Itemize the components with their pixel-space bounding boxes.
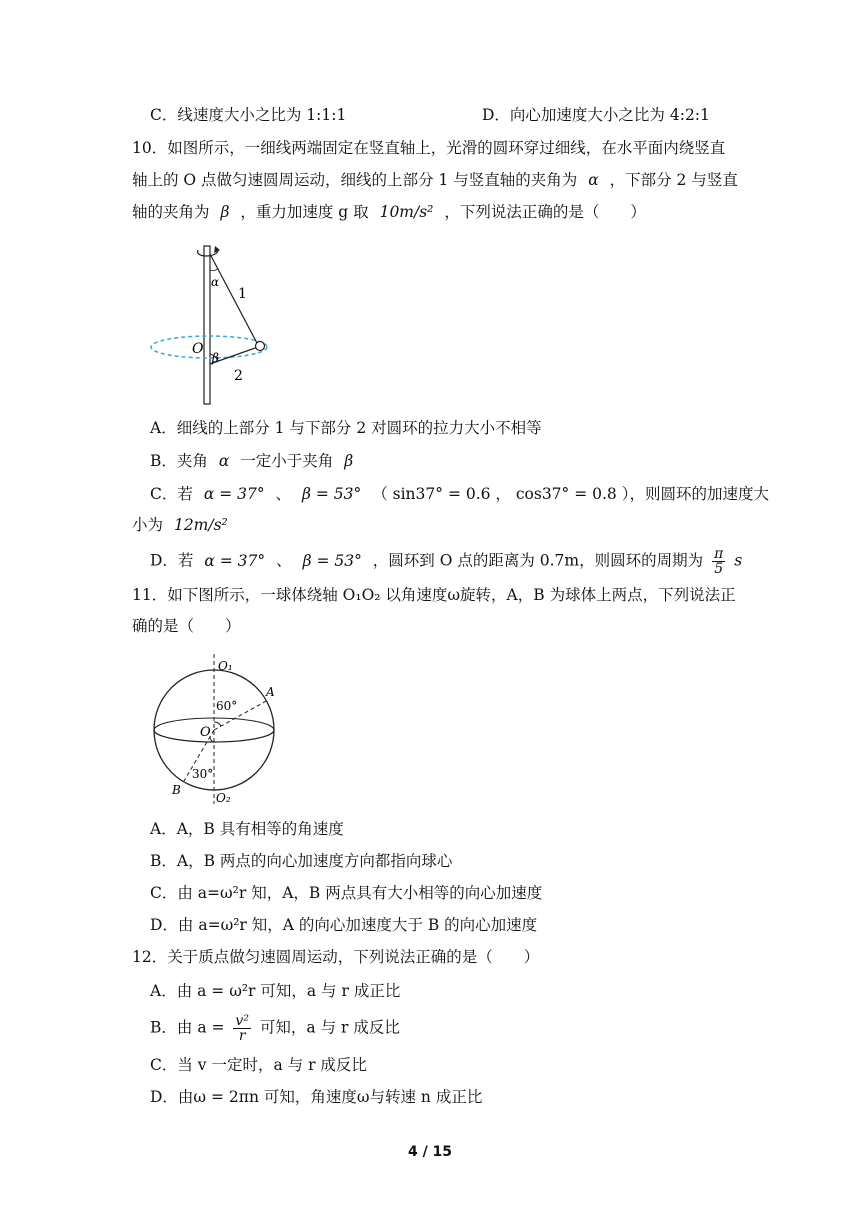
q10-option-d <box>150 547 742 576</box>
string-upper <box>210 254 258 345</box>
fig-o1-label: O₁ <box>218 659 233 673</box>
q10-stem-text: 轴的夹角为 <box>132 203 210 221</box>
page-number: 4 / 15 <box>407 1144 453 1160</box>
option-text-b: 一定小于夹角 <box>240 452 334 470</box>
q10-option-c-cont <box>132 514 234 536</box>
beta-symbol: β <box>220 203 230 221</box>
beta-equation: β = 53° <box>302 551 362 570</box>
v2-over-r-fraction <box>233 1014 251 1043</box>
q9-option-d: D．向心加速度大小之比为 4:2:1 <box>482 106 710 124</box>
q11-option-c: C．由 a=ω²r 知，A，B 两点具有大小相等的向心加速度 <box>150 884 543 902</box>
fig-o2-label: O₂ <box>216 791 231 805</box>
beta-equation: β = 53° <box>302 485 362 503</box>
fig-label-2: 2 <box>234 368 243 384</box>
q11-stem-line1: 11．如下图所示，一球体绕轴 O₁O₂ 以角速度ω旋转，A，B 为球体上两点，下列说法正 <box>132 586 736 604</box>
alpha-arc <box>210 268 218 271</box>
fraction-numerator: v² <box>235 1013 249 1029</box>
option-text-b: （ sin37° = 0.6 ， cos37° = 0.8 ），则圆环的加速度大 <box>372 485 769 503</box>
q10-stem-text-b: ，重力加速度 g 取 <box>240 203 369 221</box>
q12-option-a: A．由 a = ω²r 可知，a 与 r 成正比 <box>150 982 401 1000</box>
unit: s <box>734 551 743 570</box>
q10-stem-text-b: ，下部分 2 与竖直 <box>609 171 738 189</box>
alpha-equation: α = 37° <box>203 485 265 503</box>
q12-option-b <box>150 1014 400 1043</box>
q10-stem-line2 <box>132 169 738 191</box>
q10-stem-line3 <box>132 201 646 223</box>
option-text: B．夹角 <box>150 452 208 470</box>
option-text: B．由 a = <box>150 1018 225 1037</box>
alpha-symbol: α <box>588 171 599 189</box>
fig-60-label: 60° <box>216 699 238 713</box>
q11-stem-line2: 确的是（ ） <box>132 617 241 635</box>
q12-option-d: D．由ω = 2πn 可知，角速度ω与转速 n 成正比 <box>150 1088 483 1106</box>
option-text: C．若 <box>150 485 193 503</box>
alpha-symbol: α <box>218 452 230 470</box>
q11-figure <box>148 648 288 808</box>
period-fraction <box>712 547 725 576</box>
separator: 、 <box>276 551 292 570</box>
fraction-numerator: π <box>714 546 724 562</box>
q10-option-c <box>150 483 769 505</box>
q11-option-d: D．由 a=ω²r 知，A 的向心加速度大于 B 的向心加速度 <box>150 916 538 934</box>
gravity-value: 10m/s² <box>379 203 434 221</box>
fig-beta-label: β <box>212 351 219 365</box>
fig-a-label: A <box>266 685 275 699</box>
fig-alpha-label: α <box>211 275 220 289</box>
angle-60-arc <box>214 722 221 726</box>
q12-stem: 12．关于质点做匀速圆周运动，下列说法正确的是（ ） <box>132 948 540 966</box>
q10-option-b <box>150 450 359 472</box>
acceleration-value: 12m/s² <box>173 516 228 534</box>
fig-o-label: O <box>200 725 211 740</box>
fraction-denominator: r <box>238 1028 246 1044</box>
option-text: D．若 <box>150 551 194 570</box>
q10-stem-line1: 10．如图所示，一细线两端固定在竖直轴上，光滑的圆环穿过细线，在水平面内绕竖直 <box>132 139 726 157</box>
q9-option-c: C．线速度大小之比为 1:1:1 <box>150 106 347 124</box>
q10-stem-text: 轴上的 O 点做匀速圆周运动，细线的上部分 1 与竖直轴的夹角为 <box>132 171 578 189</box>
separator: 、 <box>275 485 292 503</box>
q10-figure <box>148 234 278 406</box>
fig-o-label: O <box>192 341 204 357</box>
option-text-b: ，圆环到 O 点的距离为 0.7m，则圆环的周期为 <box>372 551 704 570</box>
q11-option-b: B．A，B 两点的向心加速度方向都指向球心 <box>150 852 453 870</box>
q11-option-a: A．A，B 具有相等的角速度 <box>150 820 344 838</box>
option-text: 小为 <box>132 516 164 534</box>
q12-option-c: C．当 v 一定时，a 与 r 成反比 <box>150 1056 367 1074</box>
q10-option-a: A．细线的上部分 1 与下部分 2 对圆环的拉力大小不相等 <box>150 419 542 437</box>
fig-label-1: 1 <box>238 286 247 302</box>
fig-b-label: B <box>172 783 181 797</box>
option-text-b: 可知，a 与 r 成反比 <box>259 1018 400 1037</box>
q10-stem-text-c: ，下列说法正确的是（ ） <box>444 203 646 221</box>
vertical-axis <box>204 246 210 404</box>
fraction-denominator: 5 <box>714 561 724 577</box>
beta-symbol: β <box>344 452 354 470</box>
ring <box>256 342 265 351</box>
alpha-equation: α = 37° <box>204 551 266 570</box>
fig-30-label: 30° <box>192 767 214 781</box>
